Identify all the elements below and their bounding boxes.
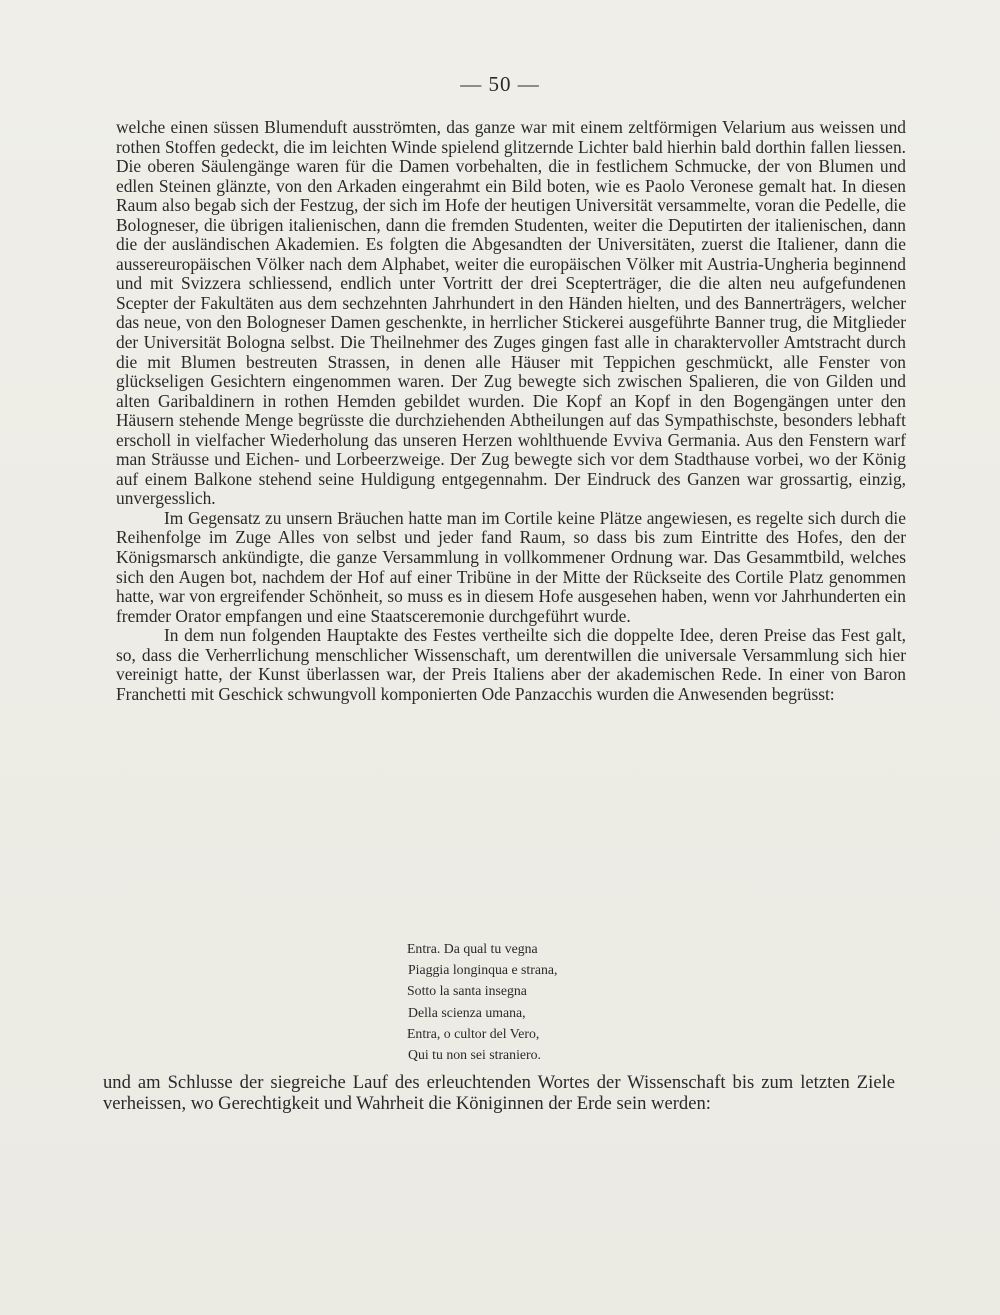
poem-stanza <box>407 938 647 1065</box>
paragraph-ode: In dem nun folgenden Hauptakte des Festes vertheilte sich die doppelte Idee, deren Preise das Fest galt, so, dass die Verherrlichung menschlicher Wissenschaft, um derentwillen die universale Versammlung sich hier vereinigt hatte, der Kunst überlassen war, der Preis Italiens aber der akademischen Rede. In einer von Baron Franchetti mit Geschick schwungvoll komponierten Ode Panzacchis wurden die Anwesenden begrüsst: <box>116 625 906 704</box>
poem-line: Entra. Da qual tu vegna <box>407 941 538 956</box>
paragraph-closing: und am Schlusse der siegreiche Lauf des erleuchtenden Wortes der Wissenschaft bis zum letzten Ziele verheissen, wo Gerechtigkeit und Wahrheit die Königinnen der Erde sein werden: <box>103 1072 895 1114</box>
main-text <box>116 118 906 704</box>
poem-line: Entra, o cultor del Vero, <box>407 1025 540 1041</box>
poem-line: Della scienza umana, <box>408 1004 526 1020</box>
page-number: — 50 — <box>460 72 540 96</box>
closing-text <box>103 1073 895 1114</box>
paragraph-procession: welche einen süssen Blumenduft ausströmten, das ganze war mit einem zeltförmigen Velarium aus weissen und rothen Stoffen gedeckt, die im leichten Winde spielend glitzernde Lichter bald hierhin bald dorthin fallen liessen. Die oberen Säulengänge waren für die Damen vorbehalten, die in festlichem Schmucke, der von Blumen und edlen Steinen glänzte, von den Arkaden eingerahmt ein Bild boten, wie es Paolo Veronese gemalt hat. In diesen Raum also begab sich der Festzug, der sich im Hofe der heutigen Universität versammelte, voran die Pedelle, die Bologneser, die übrigen italienischen, dann die fremden Studenten, weiter die Deputirten der italienischen, dann die der ausländischen Akademien. Es folgten die Abgesandten der Universitäten, zuerst die Italiener, dann die aussereuropäischen Völker nach dem Alphabet, weiter die europäischen Völker mit Austria-Ungheria beginnend und mit Svizzera schliessend, endlich unter Vortritt der drei Scepterträger, die die alten neu aufgefundenen Scepter der Fakultäten aus dem sechzehnten Jahrhundert in den Händen hielten, und des Bannerträgers, welcher das neue, von den Bologneser Damen geschenkte, in herrlicher Stickerei ausgeführte Banner trug, die Mitglieder der Universität Bologna selbst. Die Theilnehmer des Zuges gingen fast alle in charaktervoller Amtstracht durch die mit Blumen bestreuten Strassen, in denen alle Häuser mit Teppichen geschmückt, alle Fenster von glückseligen Gesichtern eingenommen waren. Der Zug bewegte sich zwischen Spalieren, die von Gilden und alten Garibaldinern in rothen Hemden gebildet wurden. Die Kopf an Kopf in den Bogengängen unter den Häusern stehende Menge begrüsste die durchziehenden Abtheilungen auf das Sympathischste, besonders lebhaft erscholl in vielfacher Wiederholung das unseren Herzen wohlthuende Evviva Germania. Aus den Fenstern warf man Sträusse und Eichen- und Lorbeerzweige. Der Zug bewegte sich vor dem Stadthause vorbei, wo der König auf einem Balkone stehend seine Huldigung entgegennahm. Der Eindruck des Ganzen war grossartig, einzig, unvergesslich. <box>116 117 906 509</box>
poem-line: Sotto la santa insegna <box>407 983 527 999</box>
paragraph-cortile: Im Gegensatz zu unsern Bräuchen hatte man im Cortile keine Plätze angewiesen, es regelte sich durch die Reihenfolge im Zuge Alles von selbst und jeder fand Raum, so dass bis zum Eintritte des Hofes, den der Königsmarsch ankündigte, die ganze Versammlung in vollkommener Ordnung war. Das Gesammtbild, welches sich den Augen bot, nachdem der Hof auf einer Tribüne in der Mitte der Rückseite des Cortile Platz genommen hatte, war von ergreifender Schönheit, so muss es in diesem Hofe ausgesehen haben, wenn vor Jahrhunderten ein fremder Orator empfangen und eine Staatsceremonie durchgeführt wurde. <box>116 507 906 626</box>
poem-line: Qui tu non sei straniero. <box>408 1047 541 1063</box>
poem-line: Piaggia longinqua e strana, <box>408 962 558 978</box>
